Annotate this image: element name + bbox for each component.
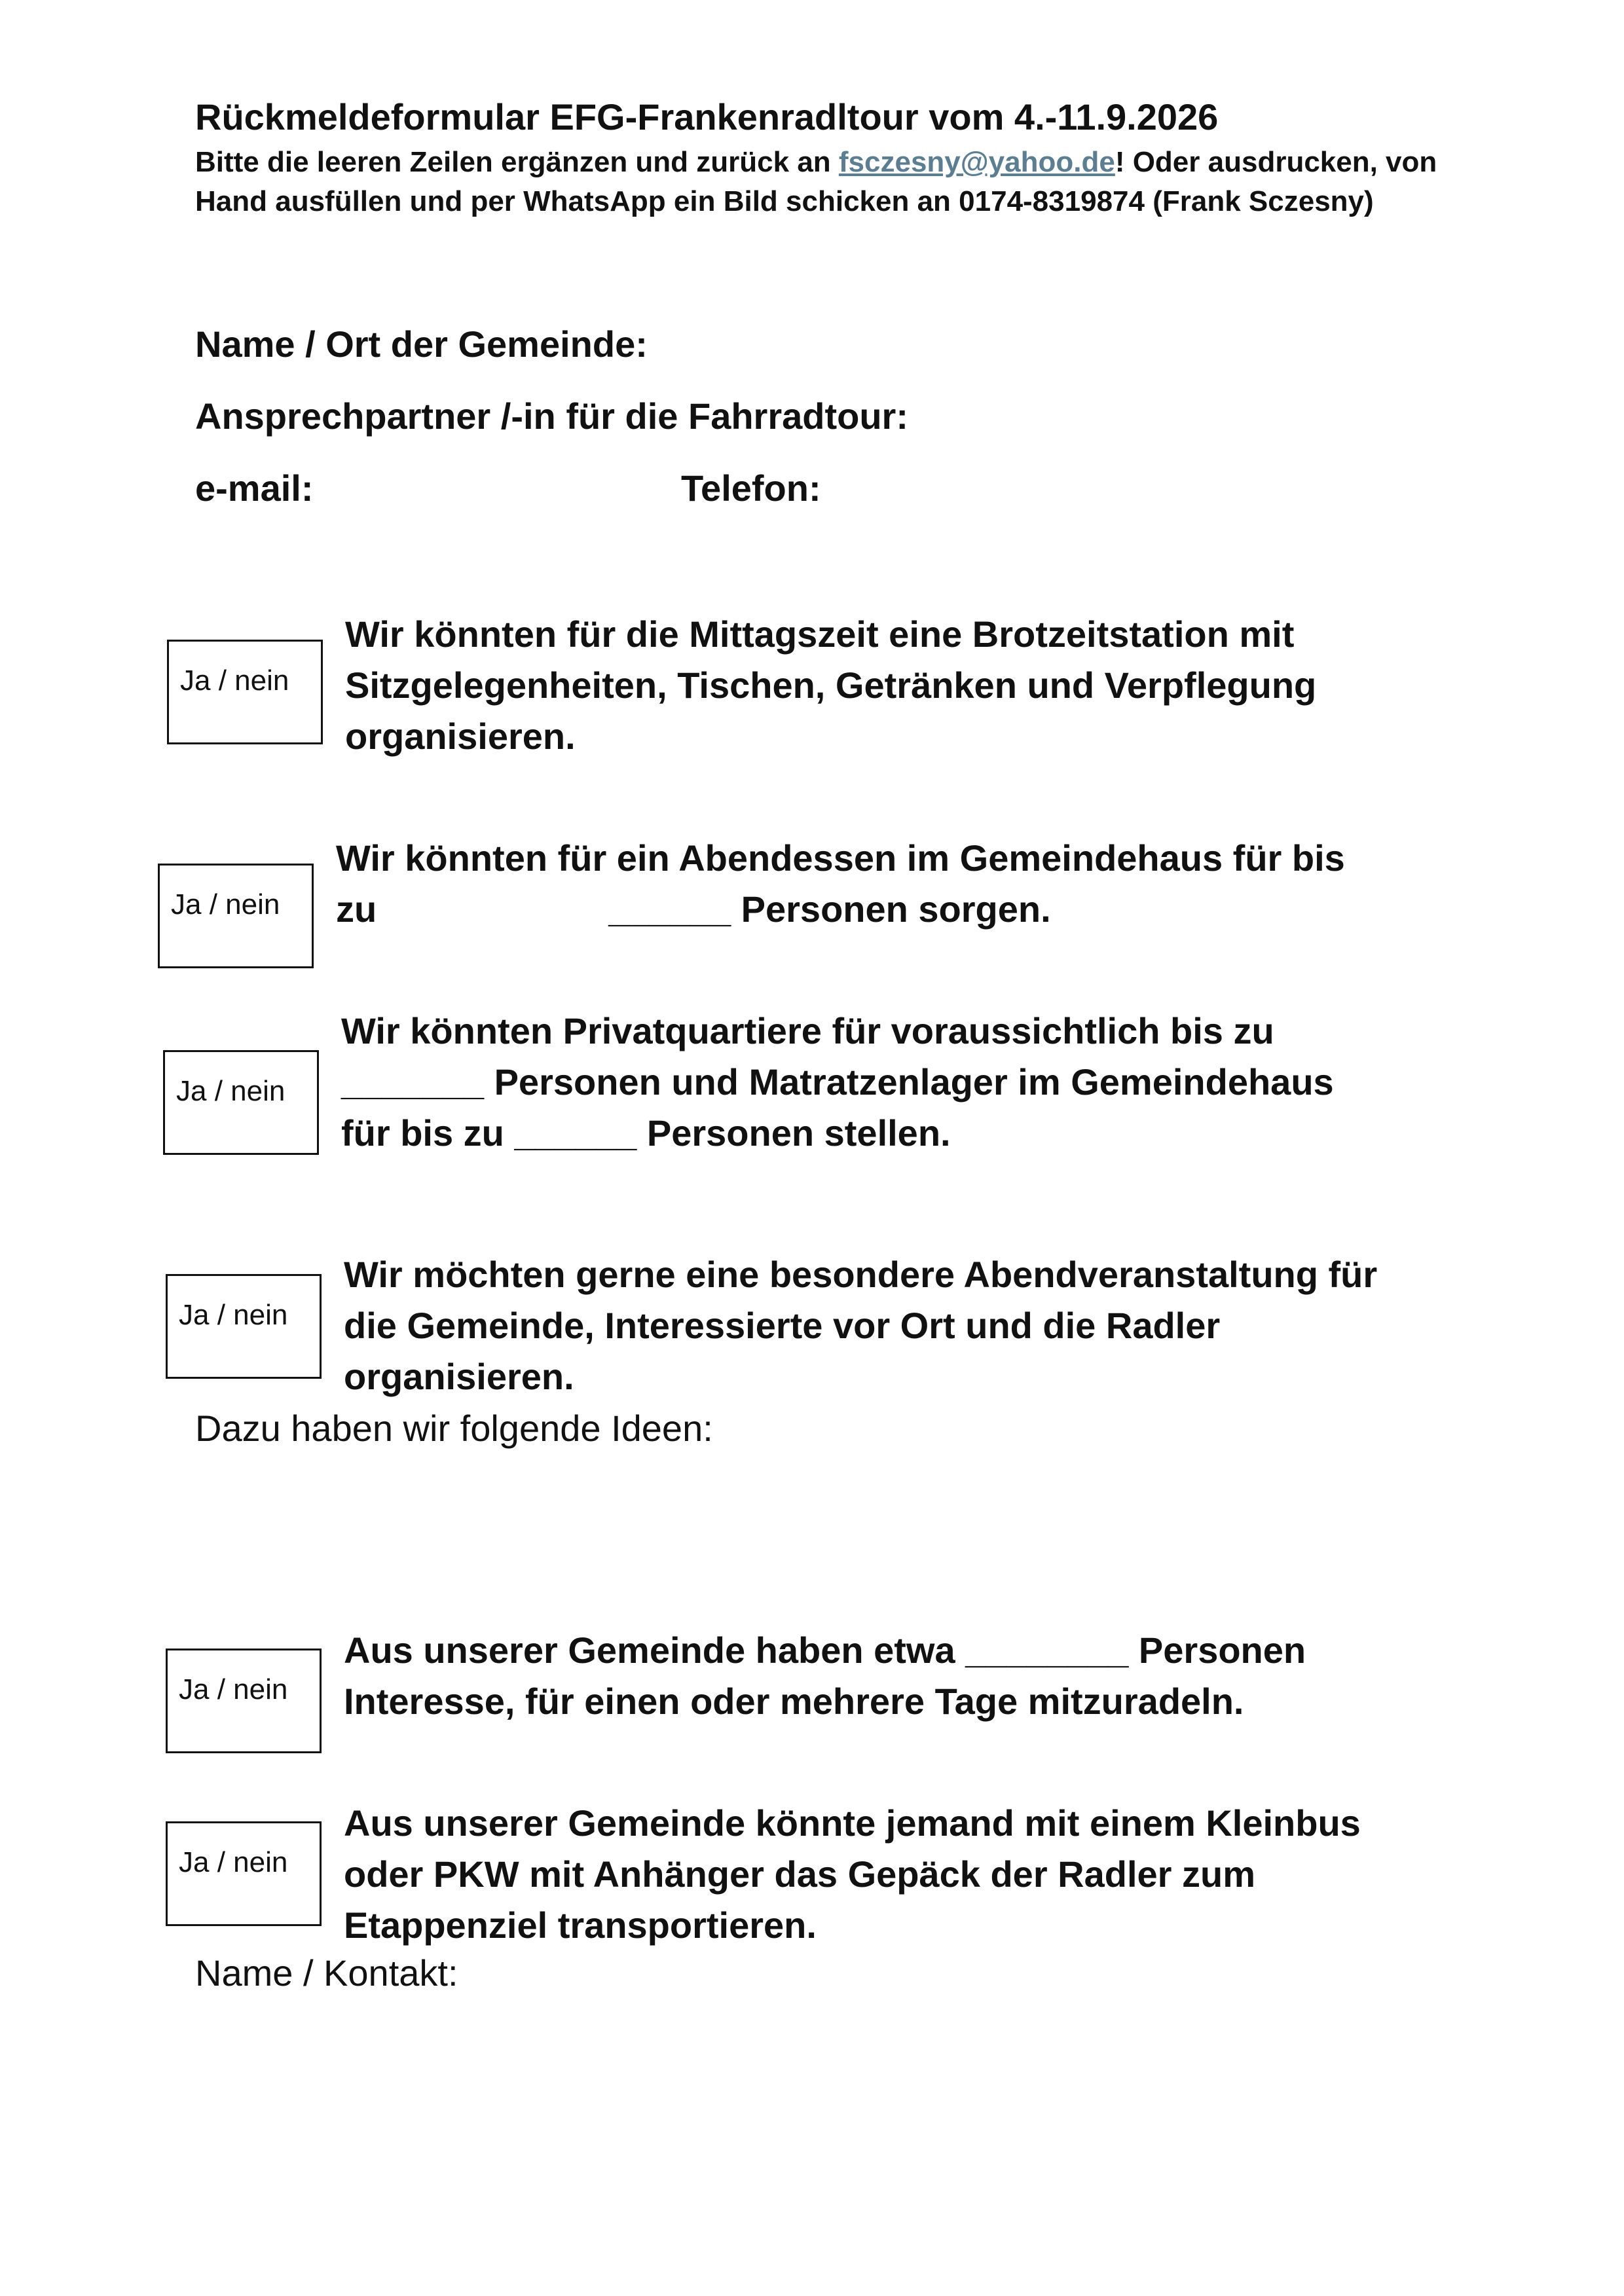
checkbox-label: Ja / nein xyxy=(179,1673,288,1705)
option-text-fragment: zu xyxy=(336,888,377,930)
email-label: e-mail: xyxy=(195,467,314,509)
ride-along-checkbox[interactable] xyxy=(166,1649,322,1753)
option-text-line: organisieren. xyxy=(345,716,576,757)
option-text-line: Aus unserer Gemeinde könnte jemand mit einem Kleinbus xyxy=(344,1802,1361,1844)
option-accommodation xyxy=(341,1006,1334,1159)
option-text-line: Aus unserer Gemeinde haben etwa ________ Personen xyxy=(344,1630,1306,1671)
option-text-line: Wir könnten Privatquartiere für voraussichtlich bis zu xyxy=(341,1010,1274,1051)
option-text-line: für bis zu ______ Personen stellen. xyxy=(341,1112,951,1154)
email-link[interactable]: fsczesny@yahoo.de xyxy=(838,146,1115,178)
form-intro xyxy=(195,143,1459,221)
checkbox-label: Ja / nein xyxy=(180,665,289,697)
church-name-label: Name / Ort der Gemeinde: xyxy=(195,323,648,365)
evening-event-checkbox[interactable] xyxy=(166,1274,322,1379)
option-text-line: Wir möchten gerne eine besondere Abendveranstaltung für xyxy=(344,1254,1378,1295)
option-dinner xyxy=(336,833,1345,935)
option-text-line: organisieren. xyxy=(344,1356,574,1397)
accommodation-checkbox[interactable] xyxy=(163,1050,319,1155)
option-text-line: Etappenziel transportieren. xyxy=(344,1904,817,1946)
ideas-label: Dazu haben wir folgende Ideen: xyxy=(195,1408,713,1449)
intro-text: Bitte die leeren Zeilen ergänzen und zurück an xyxy=(195,146,839,178)
option-lunch-station xyxy=(345,609,1316,762)
option-luggage-transport xyxy=(344,1798,1361,1951)
option-evening-event xyxy=(344,1249,1377,1402)
option-text-line: Sitzgelegenheiten, Tischen, Getränken und Verpflegung xyxy=(345,665,1317,706)
option-ride-along xyxy=(344,1625,1306,1727)
phone-label: Telefon: xyxy=(681,467,821,509)
option-text-line: die Gemeinde, Interessierte vor Ort und die Radler xyxy=(344,1305,1221,1346)
option-text-line xyxy=(336,884,1345,935)
contact-person-label: Ansprechpartner /-in für die Fahrradtour: xyxy=(195,395,908,437)
form-title: Rückmeldeformular EFG-Frankenradltour vom 4.-11.9.2026 xyxy=(195,96,1219,137)
option-text-fragment: ______ Personen sorgen. xyxy=(608,888,1051,930)
luggage-transport-checkbox[interactable] xyxy=(166,1821,322,1926)
checkbox-label: Ja / nein xyxy=(179,1299,288,1331)
name-contact-label: Name / Kontakt: xyxy=(195,1952,458,1994)
option-text-line: Wir könnten für die Mittagszeit eine Brotzeitstation mit xyxy=(345,613,1295,655)
form-header xyxy=(195,96,1459,221)
option-text-line: Wir könnten für ein Abendessen im Gemeindehaus für bis xyxy=(336,837,1345,879)
checkbox-label: Ja / nein xyxy=(171,888,280,920)
intro-text-continued: ! Oder ausdrucken, von Hand ausfüllen und per WhatsApp ein Bild schicken an 0174-8319874 (Frank Sczesny) xyxy=(195,146,1437,217)
dinner-checkbox[interactable] xyxy=(158,864,314,968)
option-text-line: oder PKW mit Anhänger das Gepäck der Radler zum xyxy=(344,1853,1256,1895)
lunch-station-checkbox[interactable] xyxy=(167,640,323,744)
option-text-line: Interesse, für einen oder mehrere Tage mitzuradeln. xyxy=(344,1681,1244,1722)
checkbox-label: Ja / nein xyxy=(176,1075,286,1107)
option-text-line: _______ Personen und Matratzenlager im Gemeindehaus xyxy=(341,1061,1334,1102)
checkbox-label: Ja / nein xyxy=(179,1846,288,1878)
